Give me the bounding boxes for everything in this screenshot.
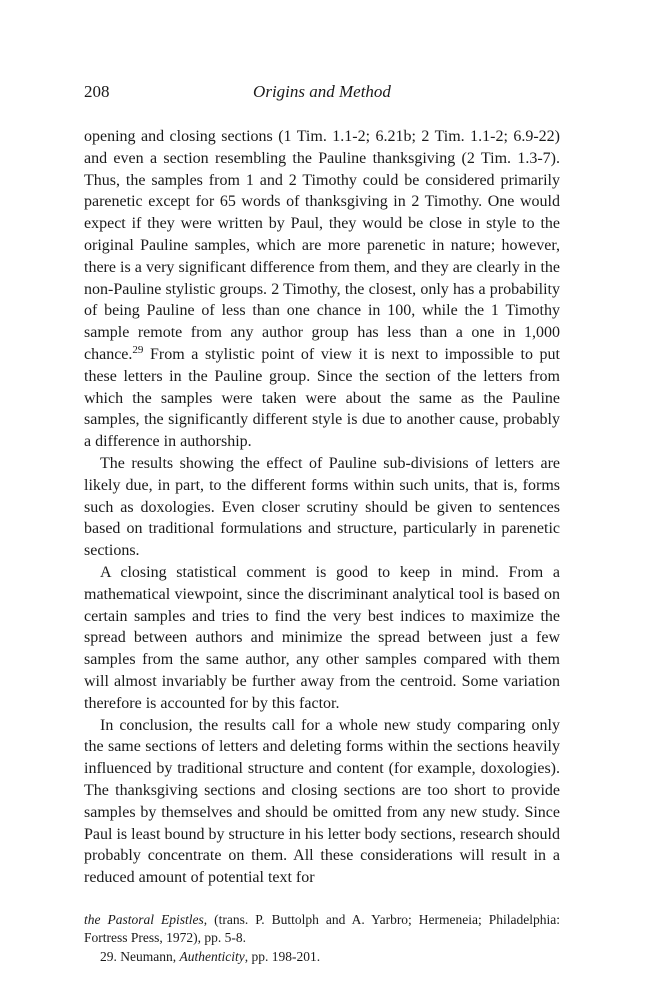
- footnote-29-label: 29. Neumann,: [100, 948, 180, 964]
- page-number: 208: [84, 82, 110, 101]
- footnote-reference-29[interactable]: 29: [132, 343, 144, 356]
- footnote-continued-text: , (trans. P. Buttolph and A. Yarbro; Hermeneia; Philadelphia: Fortress Press, 1972), pp. 5-8.: [84, 911, 560, 946]
- footnote-29-text: , pp. 198-201.: [244, 948, 321, 964]
- footnote-continued-title: the Pastoral Epistles: [84, 911, 204, 927]
- footnote-29: [84, 948, 560, 967]
- body-text: [84, 126, 560, 889]
- book-page: [84, 82, 560, 966]
- paragraph-1: [84, 126, 560, 453]
- footnote-29-title: Authenticity: [179, 948, 245, 964]
- paragraph-3: A closing statistical comment is good to keep in mind. From a mathematical viewpoint, since the discriminant analytical tool is based on certain samples and tries to find the very best indices to maximize the spread between authors and minimize the spread between just a few samples from the same author, any other samples compared with them will almost invariably be further away from the centroid. Some variation therefore is accounted for by this factor.: [84, 563, 560, 712]
- page-header: [84, 82, 560, 108]
- running-title: Origins and Method: [253, 82, 391, 101]
- paragraph-4: In conclusion, the results call for a whole new study comparing only the same sections of letters and deleting forms within the sections heavily influenced by traditional structure and content (for example, doxologies). The thanksgiving sections and closing sections are too short to provide samples by themselves and should be omitted from any new study. Since Paul is least bound by structure in his letter body sections, research should probably concentrate on them. All these considerations will result in a reduced amount of potential text for: [84, 716, 560, 887]
- paragraph-1-continued: From a stylistic point of view it is next to impossible to put these letters in the Pauline group. Since the section of the letters from which the samples were taken were about the same as the Pauline samples, the significantly different style is due to another cause, probably a difference in authorship.: [84, 345, 560, 451]
- paragraph-1-text: opening and closing sections (1 Tim. 1.1-2; 6.21b; 2 Tim. 1.1-2; 6.9-22) and even a section resembling the Pauline thanksgiving (2 Tim. 1.3-7). Thus, the samples from 1 and 2 Timothy could be considered primarily parenetic except for 65 words of thanksgiving in 2 Timothy. One would expect if they were written by Paul, they would be close in style to the original Pauline samples, which are more parenetic in nature; however, there is a very significant difference from them, and they are clearly in the non-Pauline stylistic groups. 2 Timothy, the closest, only has a probability of being Pauline of less than one chance in 100, while the 1 Timothy sample remote from any author group has less than a one in 1,000 chance.: [84, 128, 560, 363]
- footnotes: [84, 911, 560, 967]
- paragraph-2: The results showing the effect of Pauline sub-divisions of letters are likely due, in part, to the different forms within such units, that is, forms such as doxologies. Even closer scrutiny should be given to sentences based on traditional formulations and structure, particularly in parenetic sections.: [84, 454, 560, 560]
- footnote-continued: [84, 911, 560, 948]
